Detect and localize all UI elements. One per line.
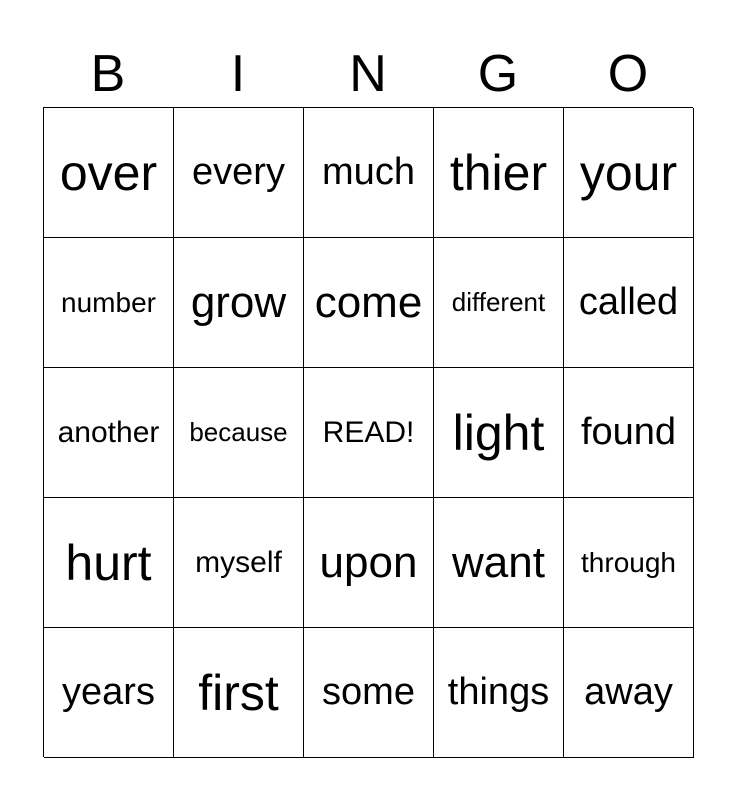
header-letter-i: I <box>230 45 246 103</box>
bingo-cell[interactable]: found <box>564 368 694 498</box>
bingo-cell[interactable]: much <box>304 108 434 238</box>
bingo-cell[interactable]: another <box>44 368 174 498</box>
bingo-cell[interactable]: want <box>434 498 564 628</box>
bingo-board <box>43 107 693 757</box>
bingo-cell[interactable]: number <box>44 238 174 368</box>
bingo-cell[interactable]: things <box>434 628 564 758</box>
bingo-cell[interactable]: thier <box>434 108 564 238</box>
bingo-cell[interactable]: different <box>434 238 564 368</box>
bingo-cell[interactable]: upon <box>304 498 434 628</box>
bingo-cell[interactable]: your <box>564 108 694 238</box>
bingo-cell[interactable]: first <box>174 628 304 758</box>
bingo-cell[interactable]: because <box>174 368 304 498</box>
bingo-cell[interactable]: hurt <box>44 498 174 628</box>
bingo-header <box>43 44 693 104</box>
bingo-cell[interactable]: some <box>304 628 434 758</box>
bingo-cell[interactable]: come <box>304 238 434 368</box>
header-letter-o: O <box>607 45 649 103</box>
bingo-cell[interactable]: called <box>564 238 694 368</box>
header-letter-n: N <box>349 45 387 103</box>
header-letter-g: G <box>477 45 519 103</box>
bingo-cell[interactable]: over <box>44 108 174 238</box>
bingo-cell[interactable]: years <box>44 628 174 758</box>
bingo-cell[interactable]: myself <box>174 498 304 628</box>
bingo-cell[interactable]: away <box>564 628 694 758</box>
header-letter-b: B <box>90 45 126 103</box>
bingo-cell[interactable]: through <box>564 498 694 628</box>
bingo-cell[interactable]: light <box>434 368 564 498</box>
bingo-cell[interactable]: grow <box>174 238 304 368</box>
free-space-cell[interactable]: READ! <box>304 368 434 498</box>
bingo-cell[interactable]: every <box>174 108 304 238</box>
